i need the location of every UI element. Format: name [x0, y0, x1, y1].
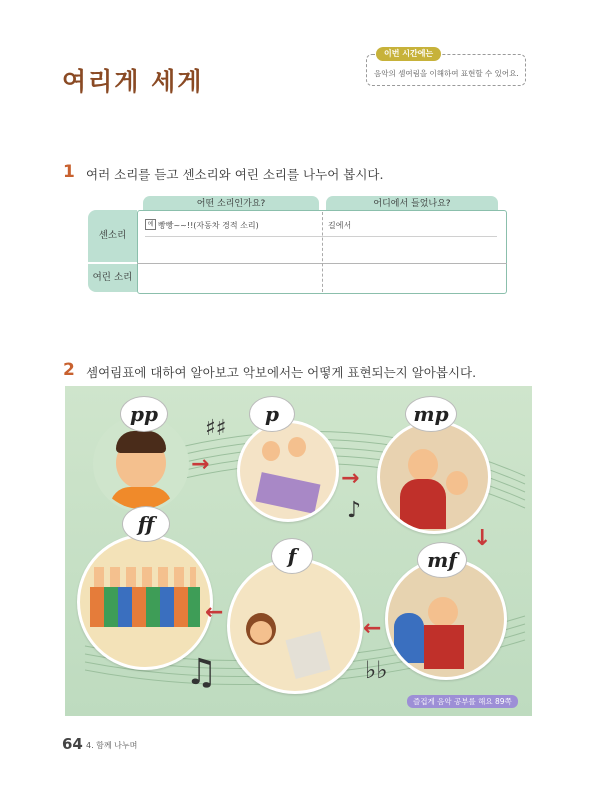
chapter-label: 4. 함께 나누며 — [86, 741, 138, 750]
scene-ff — [77, 534, 213, 670]
dynamic-mark-pp: pp — [120, 396, 168, 432]
dynamic-mark-f: f — [271, 538, 313, 574]
scene-p — [237, 420, 339, 522]
eighth-note-icon: ♪ — [347, 498, 362, 523]
dynamic-mark-mf: mf — [417, 542, 467, 578]
question-1-number: 1 — [63, 162, 75, 182]
arrow-right-icon: → — [341, 466, 360, 491]
goal-tag: 이번 시간에는 — [376, 47, 441, 61]
arrow-left-icon: ← — [363, 616, 382, 641]
dynamics-illustration — [65, 386, 532, 716]
sharp-symbol-icon: ♯♯ — [205, 416, 227, 441]
scene-mp — [377, 420, 491, 534]
dynamic-mark-p: p — [249, 396, 295, 432]
arrow-down-icon: ↓ — [473, 526, 492, 551]
page-title: 여리게 세게 — [62, 67, 204, 96]
dynamic-mark-ff: ff — [122, 506, 170, 542]
beamed-notes-icon: ♫ — [185, 652, 218, 693]
page-number: 64 — [62, 735, 83, 753]
example-icon: 예 — [145, 219, 156, 230]
table-header-where: 어디에서 들었나요? — [326, 196, 498, 211]
reference-badge[interactable]: 즐겁게 음악 공부를 해요 89쪽 — [407, 695, 518, 708]
column-divider — [322, 212, 323, 292]
arrow-left-icon: ← — [205, 600, 224, 625]
cell-loud-what[interactable]: 빵빵~~!!(자동차 경적 소리) — [158, 221, 259, 230]
question-2-text: 셈여림표에 대하여 알아보고 악보에서는 어떻게 표현되는지 알아봅시다. — [86, 365, 477, 380]
scene-f — [227, 558, 363, 694]
goal-text: 음악의 셈여림을 이해하여 표현할 수 있어요. — [374, 69, 519, 78]
question-1-text: 여러 소리를 듣고 센소리와 여린 소리를 나누어 봅시다. — [86, 167, 384, 182]
row-label-soft: 여린 소리 — [88, 264, 137, 292]
row-label-loud: 센소리 — [88, 210, 137, 262]
flat-symbol-icon: ♭♭ — [365, 656, 388, 684]
arrow-right-icon: → — [191, 452, 210, 477]
answer-line — [145, 236, 497, 237]
question-2-number: 2 — [63, 360, 75, 380]
cell-loud-where[interactable]: 길에서 — [328, 221, 352, 230]
table-header-what: 어떤 소리인가요? — [143, 196, 319, 211]
dynamic-mark-mp: mp — [405, 396, 457, 432]
